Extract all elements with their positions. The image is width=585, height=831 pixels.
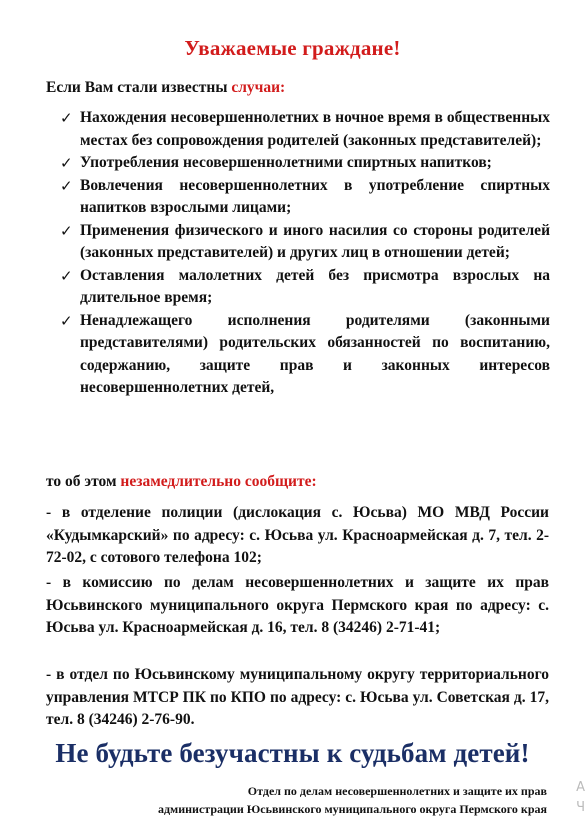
checkmark-icon: ✓ [60,311,73,330]
footer-line-2: администрации Юсьвинского муниципального округа Пермского края [157,802,547,816]
case-text: Ненадлежащего исполнения родителями (законными представителями) родительских обязанностей по воспитанию, содержанию, защите прав и законных интересов несовершеннолетних детей, [80,311,550,396]
list-item [60,152,550,175]
edge-text-2: Ч [576,800,585,815]
case-text: Оставления малолетних детей без присмотра взрослых на длительное время; [80,266,550,306]
cases-list [60,107,550,400]
page-title: Уважаемые граждане! [184,36,401,60]
footer-line-1: Отдел по делам несовершеннолетних и защите их прав [247,784,547,798]
list-item [60,310,550,400]
checkmark-icon: ✓ [60,109,73,127]
contact-commission: - в комиссию по делам несовершеннолетних и защите их прав Юсьвинского муниципального округа Пермского края по адресу: с. Юсьва ул. Красноармейская д. 16, тел. 8 (34246) 2-71-41; [46,574,549,636]
case-text: Применения физического и иного насилия со стороны родителей (законных представителей) и других лиц в отношении детей; [80,221,550,261]
checkmark-icon: ✓ [60,176,73,195]
contact-department: - в отдел по Юсьвинскому муниципальному округу территориального управления МТСР ПК по КПО по адресу: с. Юсьва ул. Советская д. 17, тел. 8 (34246) 2-76-90. [46,666,549,728]
edge-text-1: А [576,780,585,795]
case-text: Употребления несовершеннолетними спиртных напитков; [80,154,492,171]
intro-text: Если Вам стали известны [46,79,228,96]
list-item [60,265,550,310]
checkmark-icon: ✓ [60,154,73,172]
list-item [60,107,550,152]
checkmark-icon: ✓ [60,221,73,240]
intro-line [46,79,285,97]
report-line [46,473,317,491]
intro-highlight: случаи: [231,79,286,96]
contact-police: - в отделение полиции (дислокация с. Юсьва) МО МВД России «Кудымкарский» по адресу: с. Юсьва ул. Красноармейская д. 7, тел. 2-72-02, с сотового телефона 102; [46,504,549,566]
case-text: Нахождения несовершеннолетних в ночное время в общественных местах без сопровождения родителей (законных представителей); [80,109,550,149]
slogan: Не будьте безучастны к судьбам детей! [55,738,530,768]
list-item [60,175,550,220]
checkmark-icon: ✓ [60,266,73,285]
report-text: то об этом [46,473,117,490]
case-text: Вовлечения несовершеннолетних в употребление спиртных напитков взрослыми лицами; [80,176,550,216]
list-item [60,220,550,265]
report-highlight: незамедлительно сообщите: [120,473,317,490]
